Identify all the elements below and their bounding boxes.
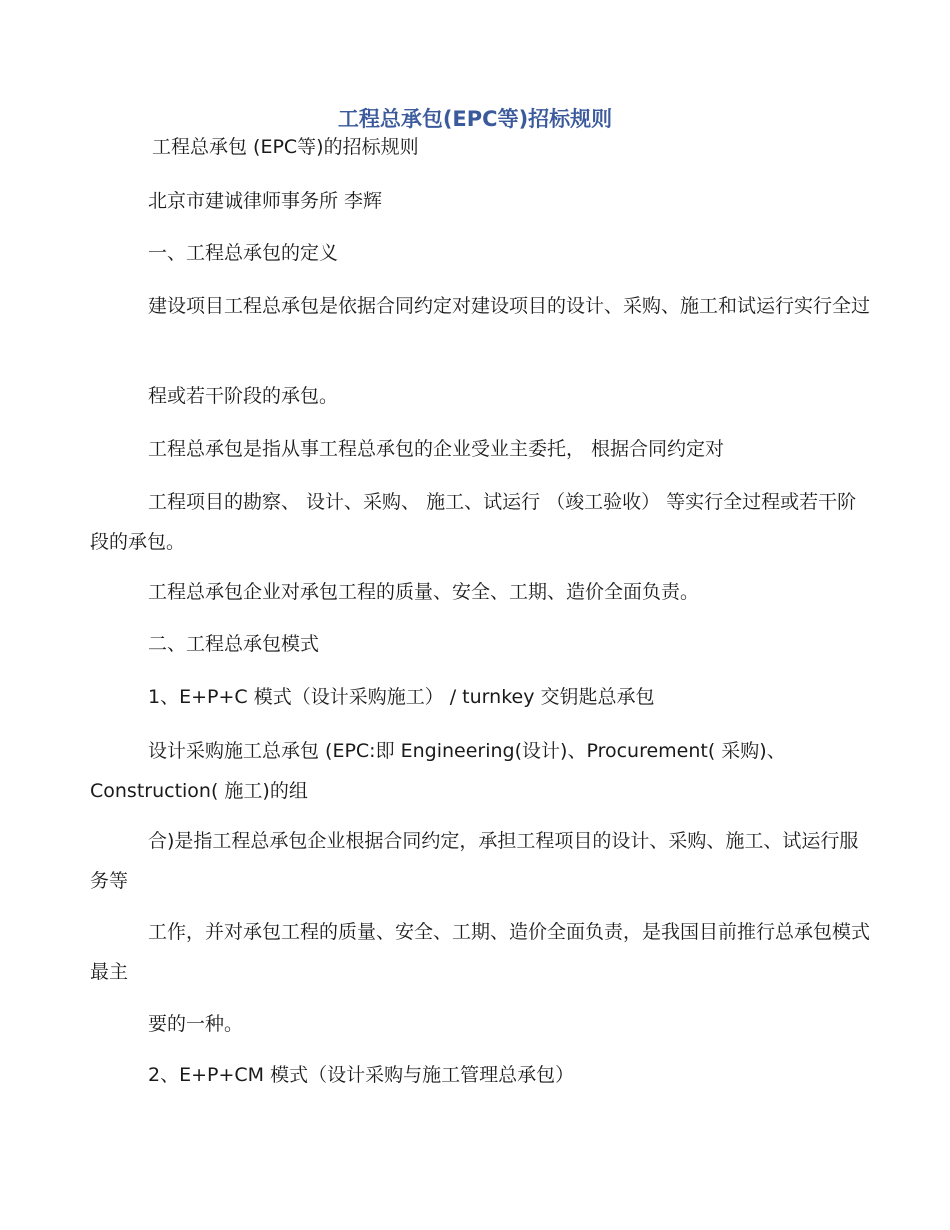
document-title: 工程总承包(EPC等)招标规则 [337,107,613,131]
paragraph-epc-1: 设计采购施工总承包 (EPC:即 Engineering(设计)、Procurement( 采购)、Construction( 施工)的组 [90,740,786,802]
section-heading-modes: 二、工程总承包模式 [148,633,320,655]
paragraph-definition-1: 建设项目工程总承包是依据合同约定对建设项目的设计、采购、施工和试运行实行全过 [148,295,871,317]
paragraph-epc-2: 合)是指工程总承包企业根据合同约定，承担工程项目的设计、采购、施工、试运行服务等 [90,830,859,892]
paragraph-responsibility: 工程总承包企业对承包工程的质量、安全、工期、造价全面负责。 [148,581,700,603]
subheading-epc-mode: 1、E+P+C 模式（设计采购施工） / turnkey 交钥匙总承包 [148,686,655,708]
paragraph-definition-2: 程或若干阶段的承包。 [148,385,339,407]
paragraph-author: 北京市建诚律师事务所 李辉 [148,190,383,212]
paragraph-definition-4: 工程项目的勘察、 设计、采购、 施工、试运行 （竣工验收） 等实行全过程或若干阶段的承包。 [90,491,857,553]
subheading-epcm-mode: 2、E+P+CM 模式（设计采购与施工管理总承包） [148,1064,575,1086]
section-heading-definition: 一、工程总承包的定义 [148,242,339,264]
paragraph-definition-3: 工程总承包是指从事工程总承包的企业受业主委托， 根据合同约定对 [148,438,725,460]
paragraph-subtitle: 工程总承包 (EPC等)的招标规则 [152,136,419,158]
paragraph-epc-3: 工作，并对承包工程的质量、安全、工期、造价全面负责，是我国目前推行总承包模式最主 [90,921,871,983]
paragraph-epc-4: 要的一种。 [148,1013,244,1035]
